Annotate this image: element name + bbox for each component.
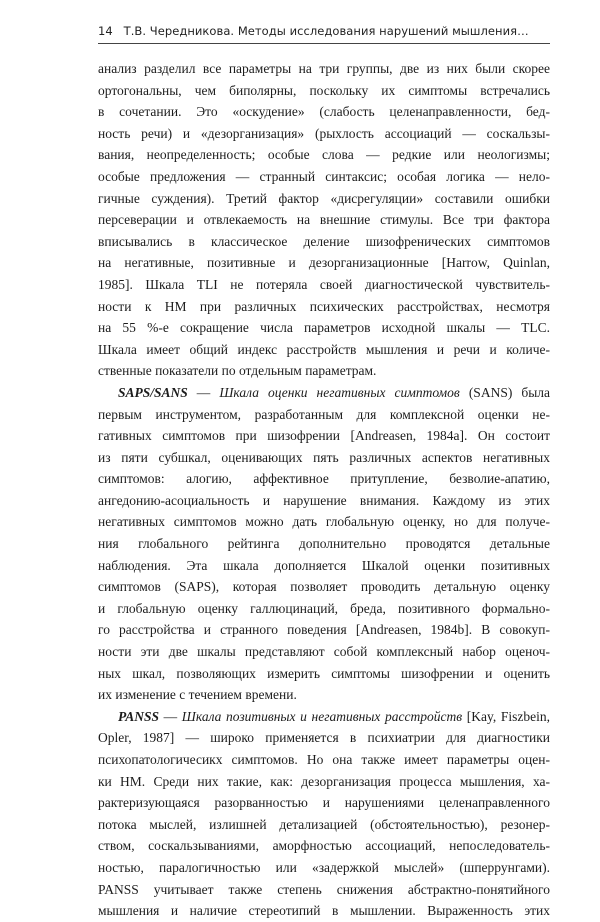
text-line: ки НМ. Среди них такие, как: дезорганизация процесса мышления, ха- <box>98 773 550 789</box>
text-line: ных шкал, позволяющих измерить симптомы шизофрении и оценить <box>98 665 550 681</box>
text-line: ством, соскальзываниями, аморфностью ассоциаций, непоследователь- <box>98 838 550 854</box>
text-line: 1985]. Шкала TLI не потеряла своей диагностической чувствитель- <box>98 276 550 292</box>
text-line: первым инструментом, разработанным для комплексной оценки не- <box>98 406 550 422</box>
text-line: и глобальную оценку галлюцинаций, бреда, позитивного формально- <box>98 600 550 616</box>
text-line: потока мыслей, излишней детализацией (обстоятельностью), резонер- <box>98 816 550 832</box>
text-line: PANSS учитывает также степень снижения абстрактно-понятийного <box>98 881 550 897</box>
term-definition: Шкала оценки негативных симптомов <box>219 384 460 400</box>
text-line: персеверации и отвлекаемость на внешние стимулы. Все три фактора <box>98 212 550 228</box>
line-text: (SANS) была <box>468 384 550 400</box>
text-line: на негативные, позитивные и дезорганизационные [Harrow, Quinlan, <box>98 255 550 271</box>
text-line: ность речи) и «дезорганизация» (рыхлость ассоциаций — соскальзы- <box>98 125 550 141</box>
text-line: ортогональны, чем биполярны, поскольку их симптомы встречались <box>98 82 550 98</box>
text-line: ния глобального рейтинга дополнительно проводятся детальные <box>98 536 550 552</box>
text-line: их изменение с течением времени. <box>98 687 297 703</box>
text-line: Шкала имеет общий индекс расстройств мышления и речи и количе- <box>98 341 550 357</box>
text-line: го расстройства и странного поведения [Andreasen, 1984b]. В совокуп- <box>98 622 550 638</box>
text-line: ангедонию-асоциальность и нарушение внимания. Каждому из этих <box>98 492 550 508</box>
text-line: негативных симптомов можно дать глобальную оценку, но для получе- <box>98 514 550 530</box>
term-heading: SAPS/SANS <box>118 384 188 400</box>
text-line: рактеризующаяся разорванностью и нарушениями целенаправленного <box>98 795 550 811</box>
running-header <box>98 24 550 38</box>
text-line: мышления и наличие стереотипий в мышлении. Выраженность этих <box>98 903 550 919</box>
text-line: из пяти субшкал, оценивающих пять различных аспектов негативных <box>98 449 550 465</box>
text-line <box>98 382 550 404</box>
text-line: анализ разделил все параметры на три группы, две из них были скорее <box>98 61 550 76</box>
text-line: вания, неопределенность; особые слова — редкие или неологизмы; <box>98 147 550 163</box>
text-line: ственные показатели по отдельным параметрам. <box>98 363 377 379</box>
text-line <box>98 706 550 728</box>
line-text: [Kay, Fiszbein, <box>466 708 550 724</box>
term-definition: Шкала позитивных и негативных расстройств <box>181 708 463 724</box>
text-line: психопатологичесикх симптомов. Но она также имеет параметры оцен- <box>98 752 550 767</box>
text-line: Opler, 1987] — широко применяется в психиатрии для диагностики <box>98 730 550 746</box>
header-rule <box>98 43 550 44</box>
running-title: Т.В. Чередникова. Методы исследования нарушений мышления… <box>123 24 529 38</box>
text-line: симптомов: алогию, аффективное притупление, безволие-апатию, <box>98 471 550 487</box>
text-line: ности эти две шкалы представляют собой комплексный набор оценоч- <box>98 644 550 660</box>
term-space <box>460 385 469 400</box>
text-line: гативных симптомов при шизофрении [Andreasen, 1984a]. Он состоит <box>98 428 550 444</box>
text-line: ности к НМ при различных психических расстройствах, несмотря <box>98 298 550 314</box>
text-line: гичные суждения). Третий фактор «дисрегуляции» составили ошибки <box>98 190 550 206</box>
text-line: особые предложения — странный синтаксис; особая логика — нело- <box>98 168 550 184</box>
text-line: на 55 %-е сокращение числа параметров исходной шкалы — TLC. <box>98 320 550 336</box>
text-line: наблюдения. Эта шкала дополняется Шкалой оценки позитивных <box>98 557 550 573</box>
text-line: симптомов (SAPS), которая позволяет проводить детальную оценку <box>98 579 550 595</box>
body-text <box>98 58 550 922</box>
text-line: ностью, паралогичностью или «задержкой мыслей» (шперрунгами). <box>98 859 550 875</box>
term-dash: — <box>159 708 182 724</box>
term-heading: PANSS <box>118 708 160 724</box>
text-line: в сочетании. Это «оскудение» (слабость целенаправленности, бед- <box>98 104 550 120</box>
text-line: вписывались в классическое деление шизофренических симптомов <box>98 233 550 249</box>
term-dash: — <box>187 384 220 400</box>
page-number: 14 <box>98 24 113 38</box>
